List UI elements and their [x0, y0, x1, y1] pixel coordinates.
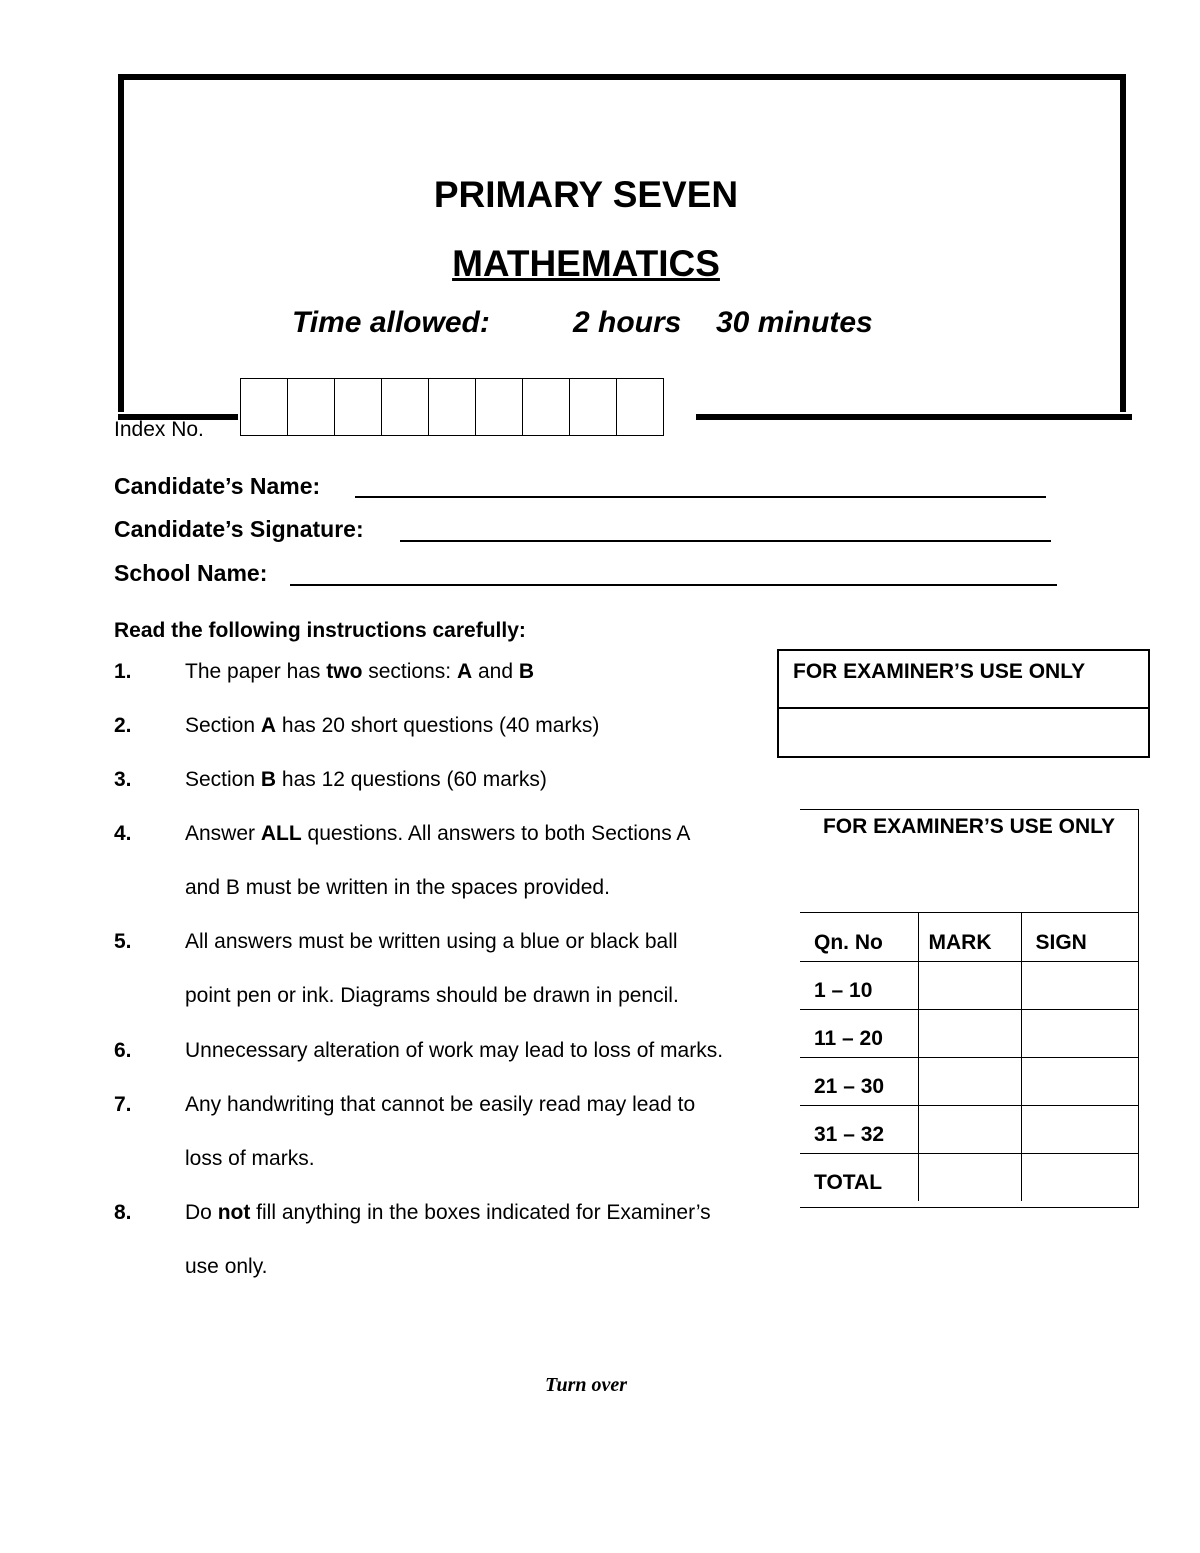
- index-number-boxes: [240, 378, 664, 436]
- mark-cell[interactable]: [918, 961, 1021, 1009]
- candidate-name-label: Candidate’s Name:: [114, 473, 321, 499]
- index-digit-box[interactable]: [570, 379, 617, 435]
- sign-cell[interactable]: [1021, 1009, 1138, 1057]
- instruction-6: Unnecessary alteration of work may lead to loss of marks.: [185, 1039, 724, 1062]
- table-row: [800, 1057, 1138, 1105]
- candidate-signature-label: Candidate’s Signature:: [114, 516, 364, 542]
- school-name-line[interactable]: [290, 584, 1057, 586]
- column-header-sign: SIGN: [1021, 913, 1138, 961]
- index-digit-box[interactable]: [476, 379, 523, 435]
- row-label: 21 – 30: [800, 1057, 918, 1105]
- instruction-number: 5.: [114, 930, 132, 953]
- sign-cell[interactable]: [1021, 961, 1138, 1009]
- column-header-qn: Qn. No: [814, 930, 883, 954]
- instruction-2: Section A has 20 short questions (40 marks): [185, 714, 600, 737]
- index-digit-box[interactable]: [523, 379, 570, 435]
- instruction-7: Any handwriting that cannot be easily read may lead to: [185, 1093, 696, 1116]
- row-label: 11 – 20: [800, 1009, 918, 1057]
- examiner-marks-title: FOR EXAMINER’S USE ONLY: [800, 810, 1138, 913]
- index-digit-box[interactable]: [335, 379, 382, 435]
- instructions-heading: Read the following instructions carefully:: [114, 619, 526, 642]
- examiner-use-box-top: [777, 649, 1150, 758]
- column-header-mark: MARK: [918, 913, 1021, 961]
- index-digit-box[interactable]: [288, 379, 335, 435]
- instruction-7-continued: loss of marks.: [185, 1147, 315, 1170]
- mark-cell[interactable]: [918, 1057, 1021, 1105]
- index-digit-box[interactable]: [617, 379, 664, 435]
- instruction-number: 3.: [114, 768, 132, 791]
- candidate-signature-line[interactable]: [400, 540, 1051, 542]
- table-row: [800, 1009, 1138, 1057]
- instruction-3: Section B has 12 questions (60 marks): [185, 768, 547, 791]
- instruction-4: Answer ALL questions. All answers to both Sections A: [185, 822, 691, 845]
- time-hours: 2 hours: [573, 306, 682, 339]
- table-row: [800, 1105, 1138, 1153]
- instruction-number: 4.: [114, 822, 132, 845]
- marks-grid: [800, 913, 1138, 1201]
- instruction-1: The paper has two sections: A and B: [185, 660, 535, 683]
- instruction-number: 6.: [114, 1039, 132, 1062]
- examiner-use-blank-cell: [779, 709, 1148, 756]
- instruction-number: 2.: [114, 714, 132, 737]
- row-label: TOTAL: [800, 1153, 918, 1201]
- instruction-8-continued: use only.: [185, 1255, 268, 1278]
- paper-level: PRIMARY SEVEN: [433, 174, 739, 215]
- turn-over-note: Turn over: [544, 1374, 628, 1396]
- mark-cell[interactable]: [918, 1009, 1021, 1057]
- instruction-5: All answers must be written using a blue or black ball: [185, 930, 678, 953]
- instruction-4-continued: and B must be written in the spaces provided.: [185, 876, 610, 899]
- row-label: 1 – 10: [800, 961, 918, 1009]
- time-minutes: 30 minutes: [716, 306, 873, 339]
- instruction-8: Do not fill anything in the boxes indicated for Examiner’s: [185, 1201, 711, 1224]
- time-allowed-label: Time allowed:: [292, 306, 490, 339]
- index-digit-box[interactable]: [382, 379, 429, 435]
- candidate-name-line[interactable]: [355, 496, 1046, 498]
- header-frame-bottom-right: [696, 414, 1132, 420]
- index-digit-box[interactable]: [429, 379, 476, 435]
- sign-cell[interactable]: [1021, 1153, 1138, 1201]
- sign-cell[interactable]: [1021, 1105, 1138, 1153]
- row-label: 31 – 32: [800, 1105, 918, 1153]
- marks-header-row: [800, 913, 1138, 961]
- index-number-label: Index No.: [114, 418, 204, 441]
- instruction-number: 7.: [114, 1093, 132, 1116]
- instruction-5-continued: point pen or ink. Diagrams should be drawn in pencil.: [185, 984, 679, 1007]
- mark-cell[interactable]: [918, 1153, 1021, 1201]
- examiner-marks-table: [800, 809, 1139, 1208]
- sign-cell[interactable]: [1021, 1057, 1138, 1105]
- table-row: [800, 1153, 1138, 1201]
- instruction-number: 8.: [114, 1201, 132, 1224]
- index-digit-box[interactable]: [241, 379, 288, 435]
- school-name-label: School Name:: [114, 560, 268, 586]
- instruction-number: 1.: [114, 660, 132, 683]
- paper-subject: MATHEMATICS: [452, 243, 720, 284]
- mark-cell[interactable]: [918, 1105, 1021, 1153]
- examiner-use-title: FOR EXAMINER’S USE ONLY: [779, 651, 1148, 709]
- table-row: [800, 961, 1138, 1009]
